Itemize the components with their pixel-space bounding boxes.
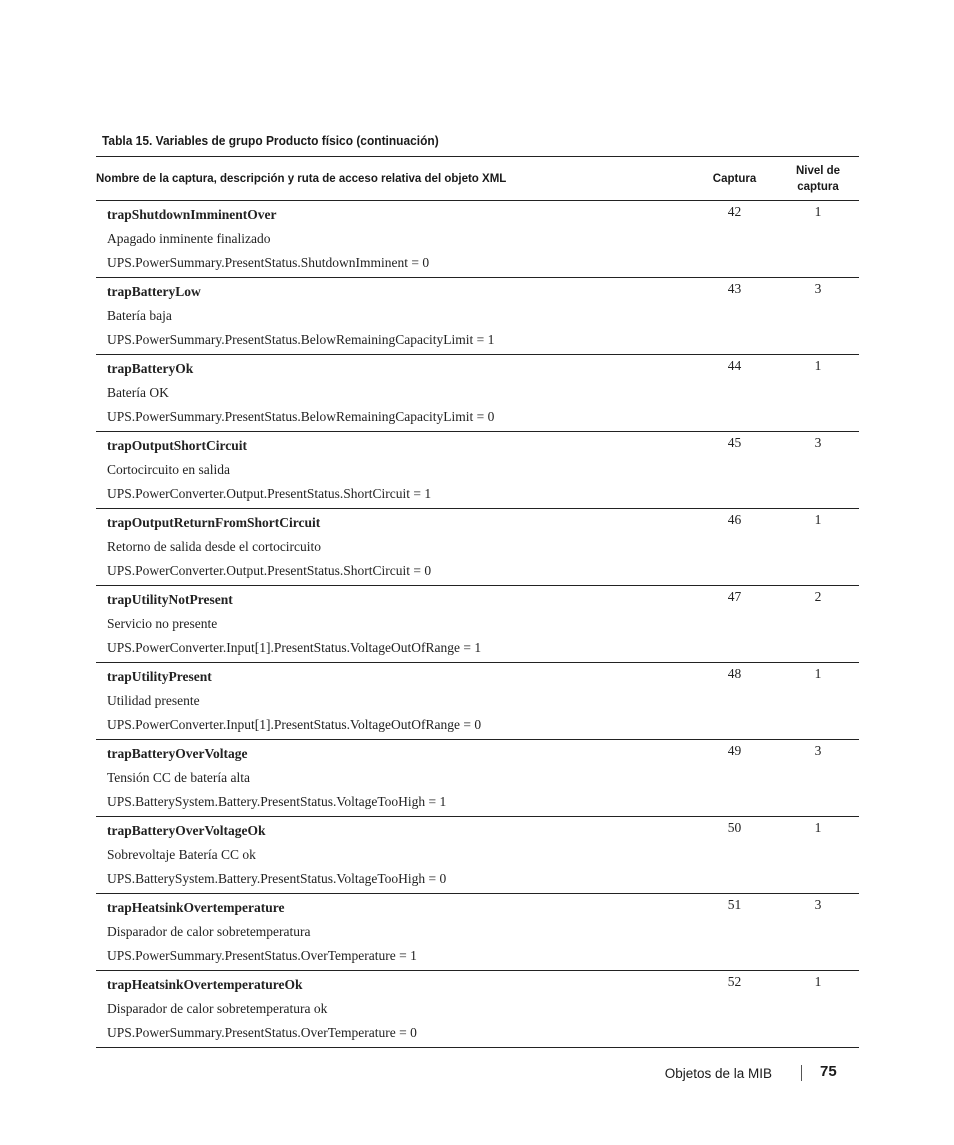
trap-info-cell (96, 201, 692, 278)
trap-name: trapOutputShortCircuit (107, 438, 248, 453)
trap-name: trapBatteryOverVoltageOk (107, 823, 266, 838)
trap-info-cell (96, 971, 692, 1048)
trap-table (96, 156, 859, 1048)
trap-xml-path: UPS.BatterySystem.Battery.PresentStatus.VoltageTooHigh = 0 (107, 871, 447, 886)
table-row (96, 355, 859, 432)
trap-xml-path: UPS.PowerConverter.Output.PresentStatus.ShortCircuit = 0 (107, 563, 432, 578)
header-name: Nombre de la captura, descripción y ruta de acceso relativa del objeto XML (96, 157, 692, 201)
table-row (96, 740, 859, 817)
trap-level: 2 (777, 586, 859, 663)
trap-xml-path: UPS.PowerConverter.Input[1].PresentStatus.VoltageOutOfRange = 1 (107, 640, 482, 655)
trap-xml-path: UPS.PowerSummary.PresentStatus.BelowRemainingCapacityLimit = 0 (107, 409, 495, 424)
trap-info-cell (96, 278, 692, 355)
trap-name: trapHeatsinkOvertemperature (107, 900, 285, 915)
trap-capture-number: 48 (692, 663, 777, 740)
header-level-line1: Nivel de (795, 164, 841, 177)
trap-level: 1 (777, 509, 859, 586)
table-row (96, 432, 859, 509)
header-capture: Captura (692, 157, 777, 201)
table-row (96, 586, 859, 663)
trap-description: Disparador de calor sobretemperatura (107, 924, 311, 939)
table-row (96, 663, 859, 740)
trap-name: trapBatteryOk (107, 361, 194, 376)
trap-capture-number: 52 (692, 971, 777, 1048)
trap-description: Apagado inminente finalizado (107, 231, 271, 246)
trap-xml-path: UPS.BatterySystem.Battery.PresentStatus.VoltageTooHigh = 1 (107, 794, 447, 809)
trap-name: trapOutputReturnFromShortCircuit (107, 515, 321, 530)
trap-capture-number: 51 (692, 894, 777, 971)
trap-xml-path: UPS.PowerSummary.PresentStatus.ShutdownImminent = 0 (107, 255, 430, 270)
trap-level: 1 (777, 355, 859, 432)
trap-description: Disparador de calor sobretemperatura ok (107, 1001, 328, 1016)
trap-info-cell (96, 663, 692, 740)
footer-divider (801, 1065, 802, 1081)
trap-description: Servicio no presente (107, 616, 218, 631)
trap-name: trapBatteryLow (107, 284, 201, 299)
trap-capture-number: 42 (692, 201, 777, 278)
trap-level: 3 (777, 432, 859, 509)
trap-description: Batería baja (107, 308, 172, 323)
table-row (96, 894, 859, 971)
trap-level: 3 (777, 740, 859, 817)
header-level (777, 157, 859, 201)
footer-section-title: Objetos de la MIB (664, 1066, 772, 1081)
trap-name: trapUtilityPresent (107, 669, 212, 684)
trap-level: 1 (777, 971, 859, 1048)
table-row (96, 817, 859, 894)
trap-capture-number: 43 (692, 278, 777, 355)
trap-info-cell (96, 432, 692, 509)
trap-capture-number: 47 (692, 586, 777, 663)
trap-description: Retorno de salida desde el cortocircuito (107, 539, 322, 554)
trap-name: trapBatteryOverVoltage (107, 746, 248, 761)
trap-description: Tensión CC de batería alta (107, 770, 251, 785)
trap-level: 1 (777, 817, 859, 894)
trap-capture-number: 50 (692, 817, 777, 894)
trap-info-cell (96, 894, 692, 971)
trap-capture-number: 46 (692, 509, 777, 586)
trap-info-cell (96, 509, 692, 586)
header-level-line2: captura (797, 180, 839, 193)
trap-level: 3 (777, 894, 859, 971)
trap-xml-path: UPS.PowerConverter.Output.PresentStatus.ShortCircuit = 1 (107, 486, 432, 501)
trap-name: trapUtilityNotPresent (107, 592, 233, 607)
trap-xml-path: UPS.PowerSummary.PresentStatus.OverTemperature = 0 (107, 1025, 417, 1040)
table-row (96, 971, 859, 1048)
trap-level: 1 (777, 201, 859, 278)
trap-xml-path: UPS.PowerConverter.Input[1].PresentStatus.VoltageOutOfRange = 0 (107, 717, 482, 732)
trap-xml-path: UPS.PowerSummary.PresentStatus.BelowRemainingCapacityLimit = 1 (107, 332, 495, 347)
trap-name: trapHeatsinkOvertemperatureOk (107, 977, 303, 992)
table-row (96, 509, 859, 586)
trap-info-cell (96, 355, 692, 432)
trap-capture-number: 45 (692, 432, 777, 509)
table-caption: Tabla 15. Variables de grupo Producto físico (continuación) (102, 133, 439, 148)
trap-description: Utilidad presente (107, 693, 200, 708)
trap-description: Batería OK (107, 385, 169, 400)
table-body (96, 201, 859, 1048)
trap-name: trapShutdownImminentOver (107, 207, 277, 222)
table-header-row (96, 157, 859, 201)
trap-level: 1 (777, 663, 859, 740)
table-row (96, 278, 859, 355)
page-footer (0, 1063, 954, 1083)
trap-xml-path: UPS.PowerSummary.PresentStatus.OverTemperature = 1 (107, 948, 417, 963)
page-number: 75 (820, 1063, 837, 1080)
trap-info-cell (96, 817, 692, 894)
trap-level: 3 (777, 278, 859, 355)
trap-info-cell (96, 740, 692, 817)
table-row (96, 201, 859, 278)
trap-capture-number: 44 (692, 355, 777, 432)
trap-info-cell (96, 586, 692, 663)
trap-description: Cortocircuito en salida (107, 462, 230, 477)
trap-description: Sobrevoltaje Batería CC ok (107, 847, 256, 862)
trap-capture-number: 49 (692, 740, 777, 817)
